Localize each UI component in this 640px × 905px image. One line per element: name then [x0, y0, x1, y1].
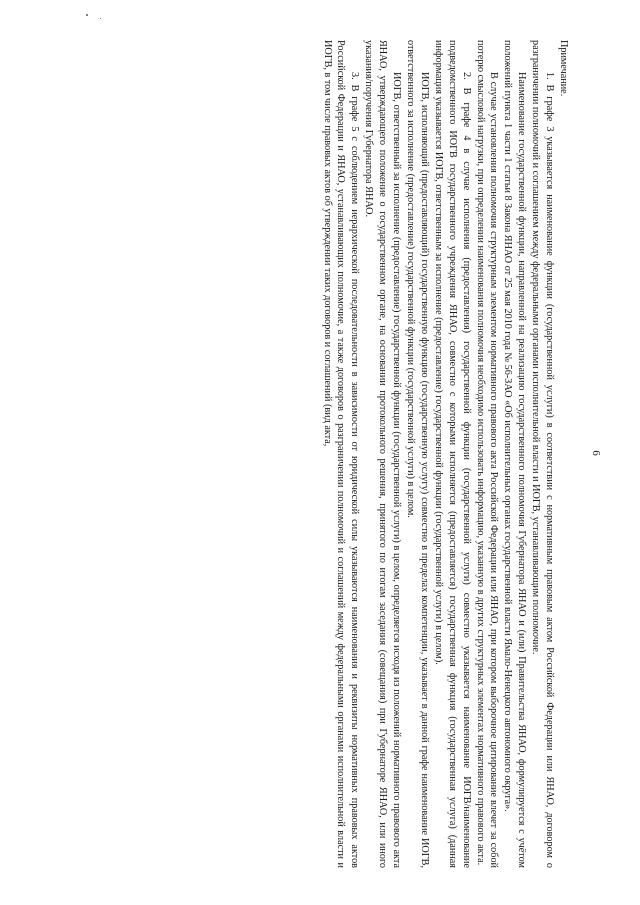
paragraph-2: Наименование государственной функции, направленной на реализацию государственного полномочия Губернатора ЯНАО и (или) Правительства ЯНАО, формулируется с учётом положений пункта 1 части 1 статьи 8 Закона ЯНАО от 25 мая 2010 года № 56-ЗАО «Об исполнительных органах государственной власти Ямало-Ненецкого автономного округа». — [502, 40, 528, 868]
paragraph-4: 2. В графе 4 в случае исполнения (предоставления) государственной функции (государственной услуги) совместно указывается наименование ИОГВ/наименование подведомственного ИОГВ государственного учреждения ЯНАО, совместно с которыми исполняется (предоставляется) государственная функция (государственная услуга) (данная информация указывается ИОГВ, ответственным за исполнение (предоставление) государственной функции (государственной услуги) в целом). — [432, 40, 472, 868]
paragraph-5: ИОГВ, исполняющий (предоставляющий) государственную функцию (государственную услугу) совместно в пределах компетенции, указывает в данной графе наименование ИОГВ, ответственного за исполнение (предоставление) государственной функции (государственной услуги) в целом. — [405, 40, 430, 868]
paragraph-6: ИОГВ, ответственный за исполнение (предоставление) государственной функции (государственной услуги) в целом, определяется исходя из положений нормативного правового акта ЯНАО, утверждающего положение о государственном органе, на основании протокольного решения, принятого по итогам заседания (совещания) при Губернаторе ЯНАО, или иного указания/поручения Губернатора ЯНАО. — [363, 40, 403, 868]
document-body — [70, 40, 570, 868]
note-heading: Примечание. — [558, 40, 569, 97]
paragraph-1: 1. В графе 3 указывается наименование функции (государственной услуги) в соответствии с нормативным правовым актом Российской Федерации или ЯНАО, договором о разграничении полномочий и соглашением между федеральными органами исполнительной власти и ИОГВ, устанавливающим полномочие. — [530, 40, 556, 868]
page-number: 6 — [590, 450, 602, 456]
scan-speck — [86, 14, 88, 16]
paragraph-3: В случае установления полномочия структурным элементом нормативного правового акта Российской Федерации или ЯНАО, при котором выборочное цитирование влечет за собой потерю смысловой нагрузки, при определении наименования полномочия необходимо использовать информацию, указанную в других структурных элементах нормативного правового акта. — [474, 40, 500, 868]
scan-speck — [100, 18, 101, 19]
paragraph-7: 3. В графе 5 с соблюдением иерархической последовательности в зависимости от юридической силы указываются наименования и реквизиты нормативных правовых актов Российской Федерации и ЯНАО, устанавливающих полномочие, а также договоров о разграничении полномочий и соглашений между федеральными органами исполнительной власти и ИОГВ, в том числе правовых актов об утверждении таких договоров и соглашений (вид акта, — [321, 40, 361, 868]
